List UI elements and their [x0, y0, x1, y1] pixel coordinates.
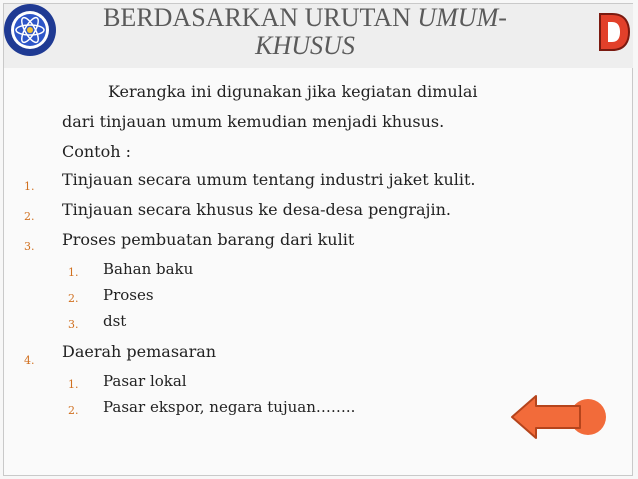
sublist-item: Bahan baku	[103, 260, 194, 278]
list-number: 4.	[24, 354, 35, 367]
list-item: Proses pembuatan barang dari kulit	[62, 230, 355, 249]
list-item: Tinjauan secara khusus ke desa-desa pengrajin.	[62, 200, 451, 219]
intro-line-1: Kerangka ini digunakan jika kegiatan dimulai	[108, 82, 478, 101]
sublist-item: Proses	[103, 286, 154, 304]
sublist-number: 1.	[68, 266, 79, 279]
title-normal: BERDASARKAN URUTAN	[103, 3, 418, 32]
slide-title	[60, 4, 550, 60]
list-item: Tinjauan secara umum tentang industri jaket kulit.	[62, 170, 476, 189]
list-item: Daerah pemasaran	[62, 342, 217, 361]
letter-d-icon	[596, 10, 632, 54]
list-number: 3.	[24, 240, 35, 253]
sublist-item: dst	[103, 312, 127, 330]
sublist-number: 1.	[68, 378, 79, 391]
title-italic: UMUM-	[417, 3, 507, 32]
title-line2: KHUSUS	[255, 31, 355, 60]
list-number: 2.	[24, 210, 35, 223]
example-label: Contoh :	[62, 142, 132, 161]
sublist-number: 2.	[68, 404, 79, 417]
sublist-number: 3.	[68, 318, 79, 331]
list-number: 1.	[24, 180, 35, 193]
back-arrow-icon[interactable]	[508, 392, 608, 442]
sublist-item: Pasar ekspor, negara tujuan……..	[103, 398, 356, 416]
sublist-item: Pasar lokal	[103, 372, 187, 390]
intro-line-2: dari tinjauan umum kemudian menjadi khusus.	[62, 112, 445, 131]
university-seal-icon	[3, 3, 57, 57]
sublist-number: 2.	[68, 292, 79, 305]
